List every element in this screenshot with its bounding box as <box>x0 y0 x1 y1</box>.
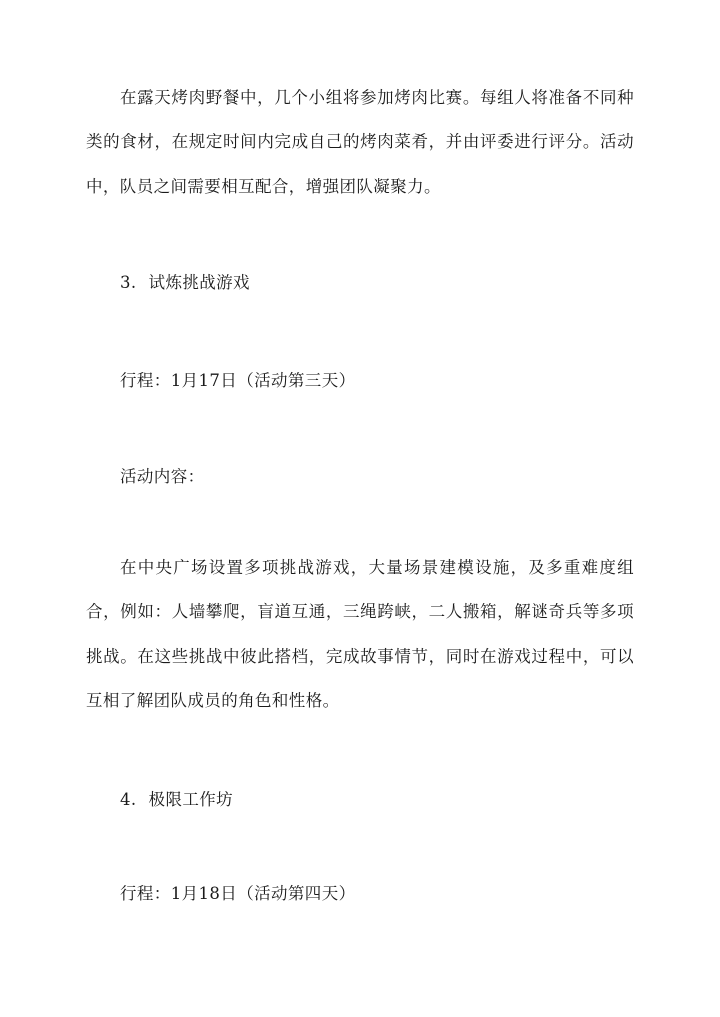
section-4-schedule: 行程：1月18日（活动第四天） <box>120 884 356 903</box>
section-4-title: 极限工作坊 <box>148 790 234 809</box>
section-3-content-label: 活动内容： <box>120 467 205 486</box>
section-3-schedule: 行程：1月17日（活动第三天） <box>120 371 356 390</box>
section-3-number: 3. <box>120 273 137 292</box>
bbq-paragraph: 在露天烤肉野餐中，几个小组将参加烤肉比赛。每组人将准备不同种类的食材，在规定时间内完成自己的烤肉菜肴，并由评委进行评分。活动中，队员之间需要相互配合，增强团队凝聚力。 <box>86 88 634 196</box>
section-4-number: 4. <box>120 790 137 809</box>
section-3-heading <box>120 269 250 293</box>
section-3-content: 在中央广场设置多项挑战游戏，大量场景建模设施，及多重难度组合，例如：人墙攀爬，盲道互通，三绳跨峡，二人搬箱，解谜奇兵等多项挑战。在这些挑战中彼此搭档，完成故事情节，同时在游戏过程中，可以互相了解团队成员的角色和性格。 <box>86 558 634 710</box>
section-4-heading <box>120 786 233 810</box>
section-3-title: 试炼挑战游戏 <box>148 273 250 292</box>
